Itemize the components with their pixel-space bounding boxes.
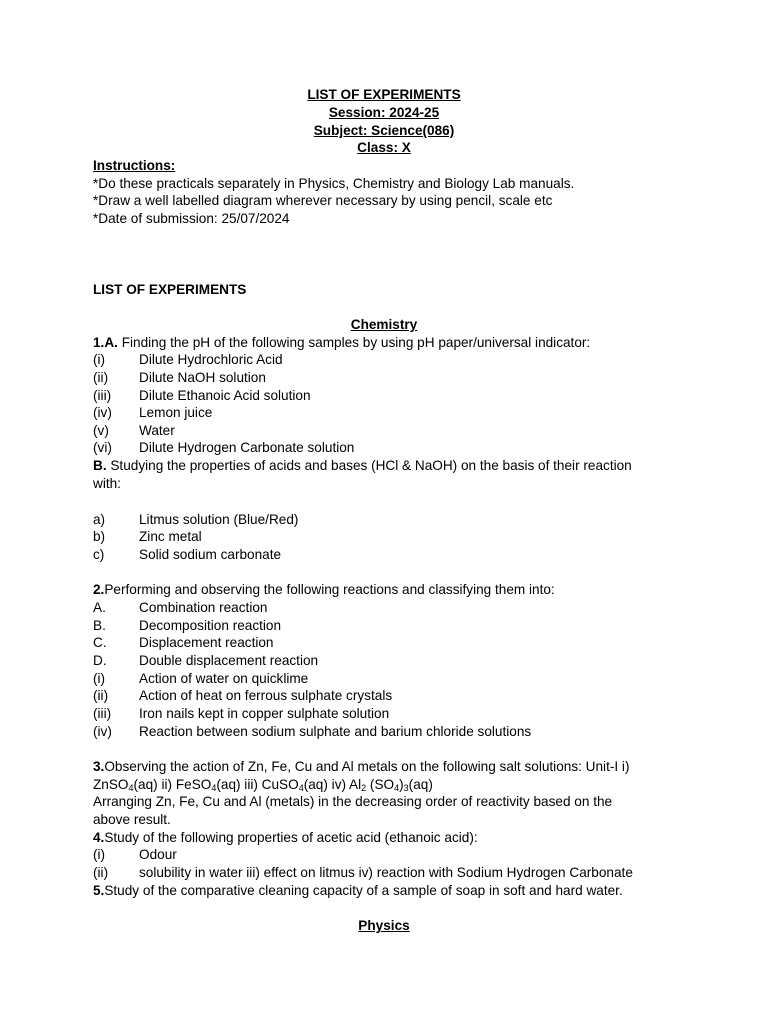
- formula-part: (aq) iv) Al: [303, 777, 362, 792]
- list-item-num: (iv): [93, 405, 112, 420]
- list-item-text: Dilute Hydrochloric Acid: [139, 352, 283, 367]
- list-item-num: (iii): [93, 388, 112, 403]
- experiment-1b: [93, 457, 632, 475]
- formula-subscript: 2: [361, 783, 367, 793]
- list-item-text: solubility in water iii) effect on litmus iv) reaction with Sodium Hydrogen Carbonate: [139, 865, 633, 880]
- experiment-label: 4.: [93, 830, 105, 845]
- list-item-text: Action of heat on ferrous sulphate crystals: [139, 688, 393, 703]
- salt-formula-line: [93, 776, 433, 794]
- experiment-1a: [93, 334, 590, 352]
- list-item-num: C.: [93, 635, 107, 650]
- instruction-item: *Do these practicals separately in Physics, Chemistry and Biology Lab manuals.: [93, 176, 575, 191]
- list-item-num: B.: [93, 618, 106, 633]
- list-item-num: (vi): [93, 440, 112, 455]
- experiment-text: Performing and observing the following reactions and classifying them into:: [104, 582, 555, 597]
- list-item-text: Litmus solution (Blue/Red): [139, 512, 299, 527]
- experiment-label: 2.: [93, 582, 105, 597]
- experiment-label: B.: [93, 458, 107, 473]
- formula-subscript: 4: [394, 783, 400, 793]
- list-item-text: Lemon juice: [139, 405, 213, 420]
- list-item-text: Displacement reaction: [139, 635, 274, 650]
- list-item-num: (i): [93, 352, 106, 367]
- experiment-text-continuation: Arranging Zn, Fe, Cu and Al (metals) in the decreasing order of reactivity based on the: [93, 794, 613, 809]
- class-line: Class: X: [357, 140, 411, 155]
- list-item-num: D.: [93, 653, 107, 668]
- formula-subscript: 4: [298, 783, 304, 793]
- list-item-text: Water: [139, 423, 175, 438]
- list-item-num: (ii): [93, 688, 109, 703]
- list-heading: LIST OF EXPERIMENTS: [93, 282, 247, 297]
- formula-subscript: 4: [211, 783, 217, 793]
- formula-subscript: 4: [128, 783, 134, 793]
- instruction-item: *Date of submission: 25/07/2024: [93, 211, 290, 226]
- instruction-item: *Draw a well labelled diagram wherever necessary by using pencil, scale etc: [93, 193, 553, 208]
- list-item-text: Solid sodium carbonate: [139, 547, 282, 562]
- list-item-text: Action of water on quicklime: [139, 671, 309, 686]
- experiment-label: 1.A.: [93, 335, 118, 350]
- experiment-text: Observing the action of Zn, Fe, Cu and Al metals on the following salt solutions: Unit-I i): [104, 759, 630, 774]
- list-item-num: (i): [93, 847, 106, 862]
- list-item-text: Iron nails kept in copper sulphate solution: [139, 706, 390, 721]
- instructions-heading: Instructions:: [93, 158, 176, 173]
- formula-part: (aq) ii) FeSO: [133, 777, 212, 792]
- experiment-text-continuation: with:: [93, 476, 121, 491]
- experiment-text: Study of the following properties of acetic acid (ethanoic acid):: [104, 830, 478, 845]
- list-item-text: Decomposition reaction: [139, 618, 282, 633]
- experiment-3: [93, 758, 629, 776]
- physics-heading: Physics: [358, 918, 410, 933]
- experiment-text: Finding the pH of the following samples by using pH paper/universal indicator:: [117, 335, 591, 350]
- chemistry-heading: Chemistry: [350, 317, 418, 332]
- list-item-text: Reaction between sodium sulphate and barium chloride solutions: [139, 724, 532, 739]
- formula-subscript: 3: [403, 783, 409, 793]
- list-item-num: c): [93, 547, 105, 562]
- experiment-5: [93, 882, 623, 900]
- document-title: LIST OF EXPERIMENTS: [307, 87, 461, 102]
- list-item-text: Dilute NaOH solution: [139, 370, 266, 385]
- list-item-text: Combination reaction: [139, 600, 268, 615]
- list-item-num: (v): [93, 423, 109, 438]
- list-item-num: b): [93, 529, 106, 544]
- session-line: Session: 2024-25: [328, 105, 440, 120]
- formula-part: ZnSO: [93, 777, 129, 792]
- formula-part: (SO: [366, 777, 395, 792]
- subject-line: Subject: Science(086): [313, 123, 455, 138]
- list-item-num: (ii): [93, 865, 109, 880]
- list-item-num: (iii): [93, 706, 112, 721]
- list-item-num: a): [93, 512, 106, 527]
- list-item-text: Odour: [139, 847, 177, 862]
- experiment-text: Study of the comparative cleaning capacity of a sample of soap in soft and hard water.: [104, 883, 623, 898]
- experiment-text-continuation: above result.: [93, 812, 171, 827]
- list-item-text: Dilute Ethanoic Acid solution: [139, 388, 311, 403]
- formula-part: (aq): [408, 777, 433, 792]
- list-item-num: (i): [93, 671, 106, 686]
- list-item-num: (iv): [93, 724, 112, 739]
- list-item-text: Zinc metal: [139, 529, 202, 544]
- experiment-label: 3.: [93, 759, 105, 774]
- experiment-text: Studying the properties of acids and bases (HCl & NaOH) on the basis of their reaction: [106, 458, 632, 473]
- experiment-2: [93, 581, 555, 599]
- experiment-label: 5.: [93, 883, 105, 898]
- formula-part: ): [399, 777, 404, 792]
- list-item-text: Double displacement reaction: [139, 653, 319, 668]
- list-item-num: (ii): [93, 370, 109, 385]
- list-item-text: Dilute Hydrogen Carbonate solution: [139, 440, 355, 455]
- list-item-num: A.: [93, 600, 106, 615]
- formula-part: (aq) iii) CuSO: [216, 777, 299, 792]
- experiment-4: [93, 829, 478, 847]
